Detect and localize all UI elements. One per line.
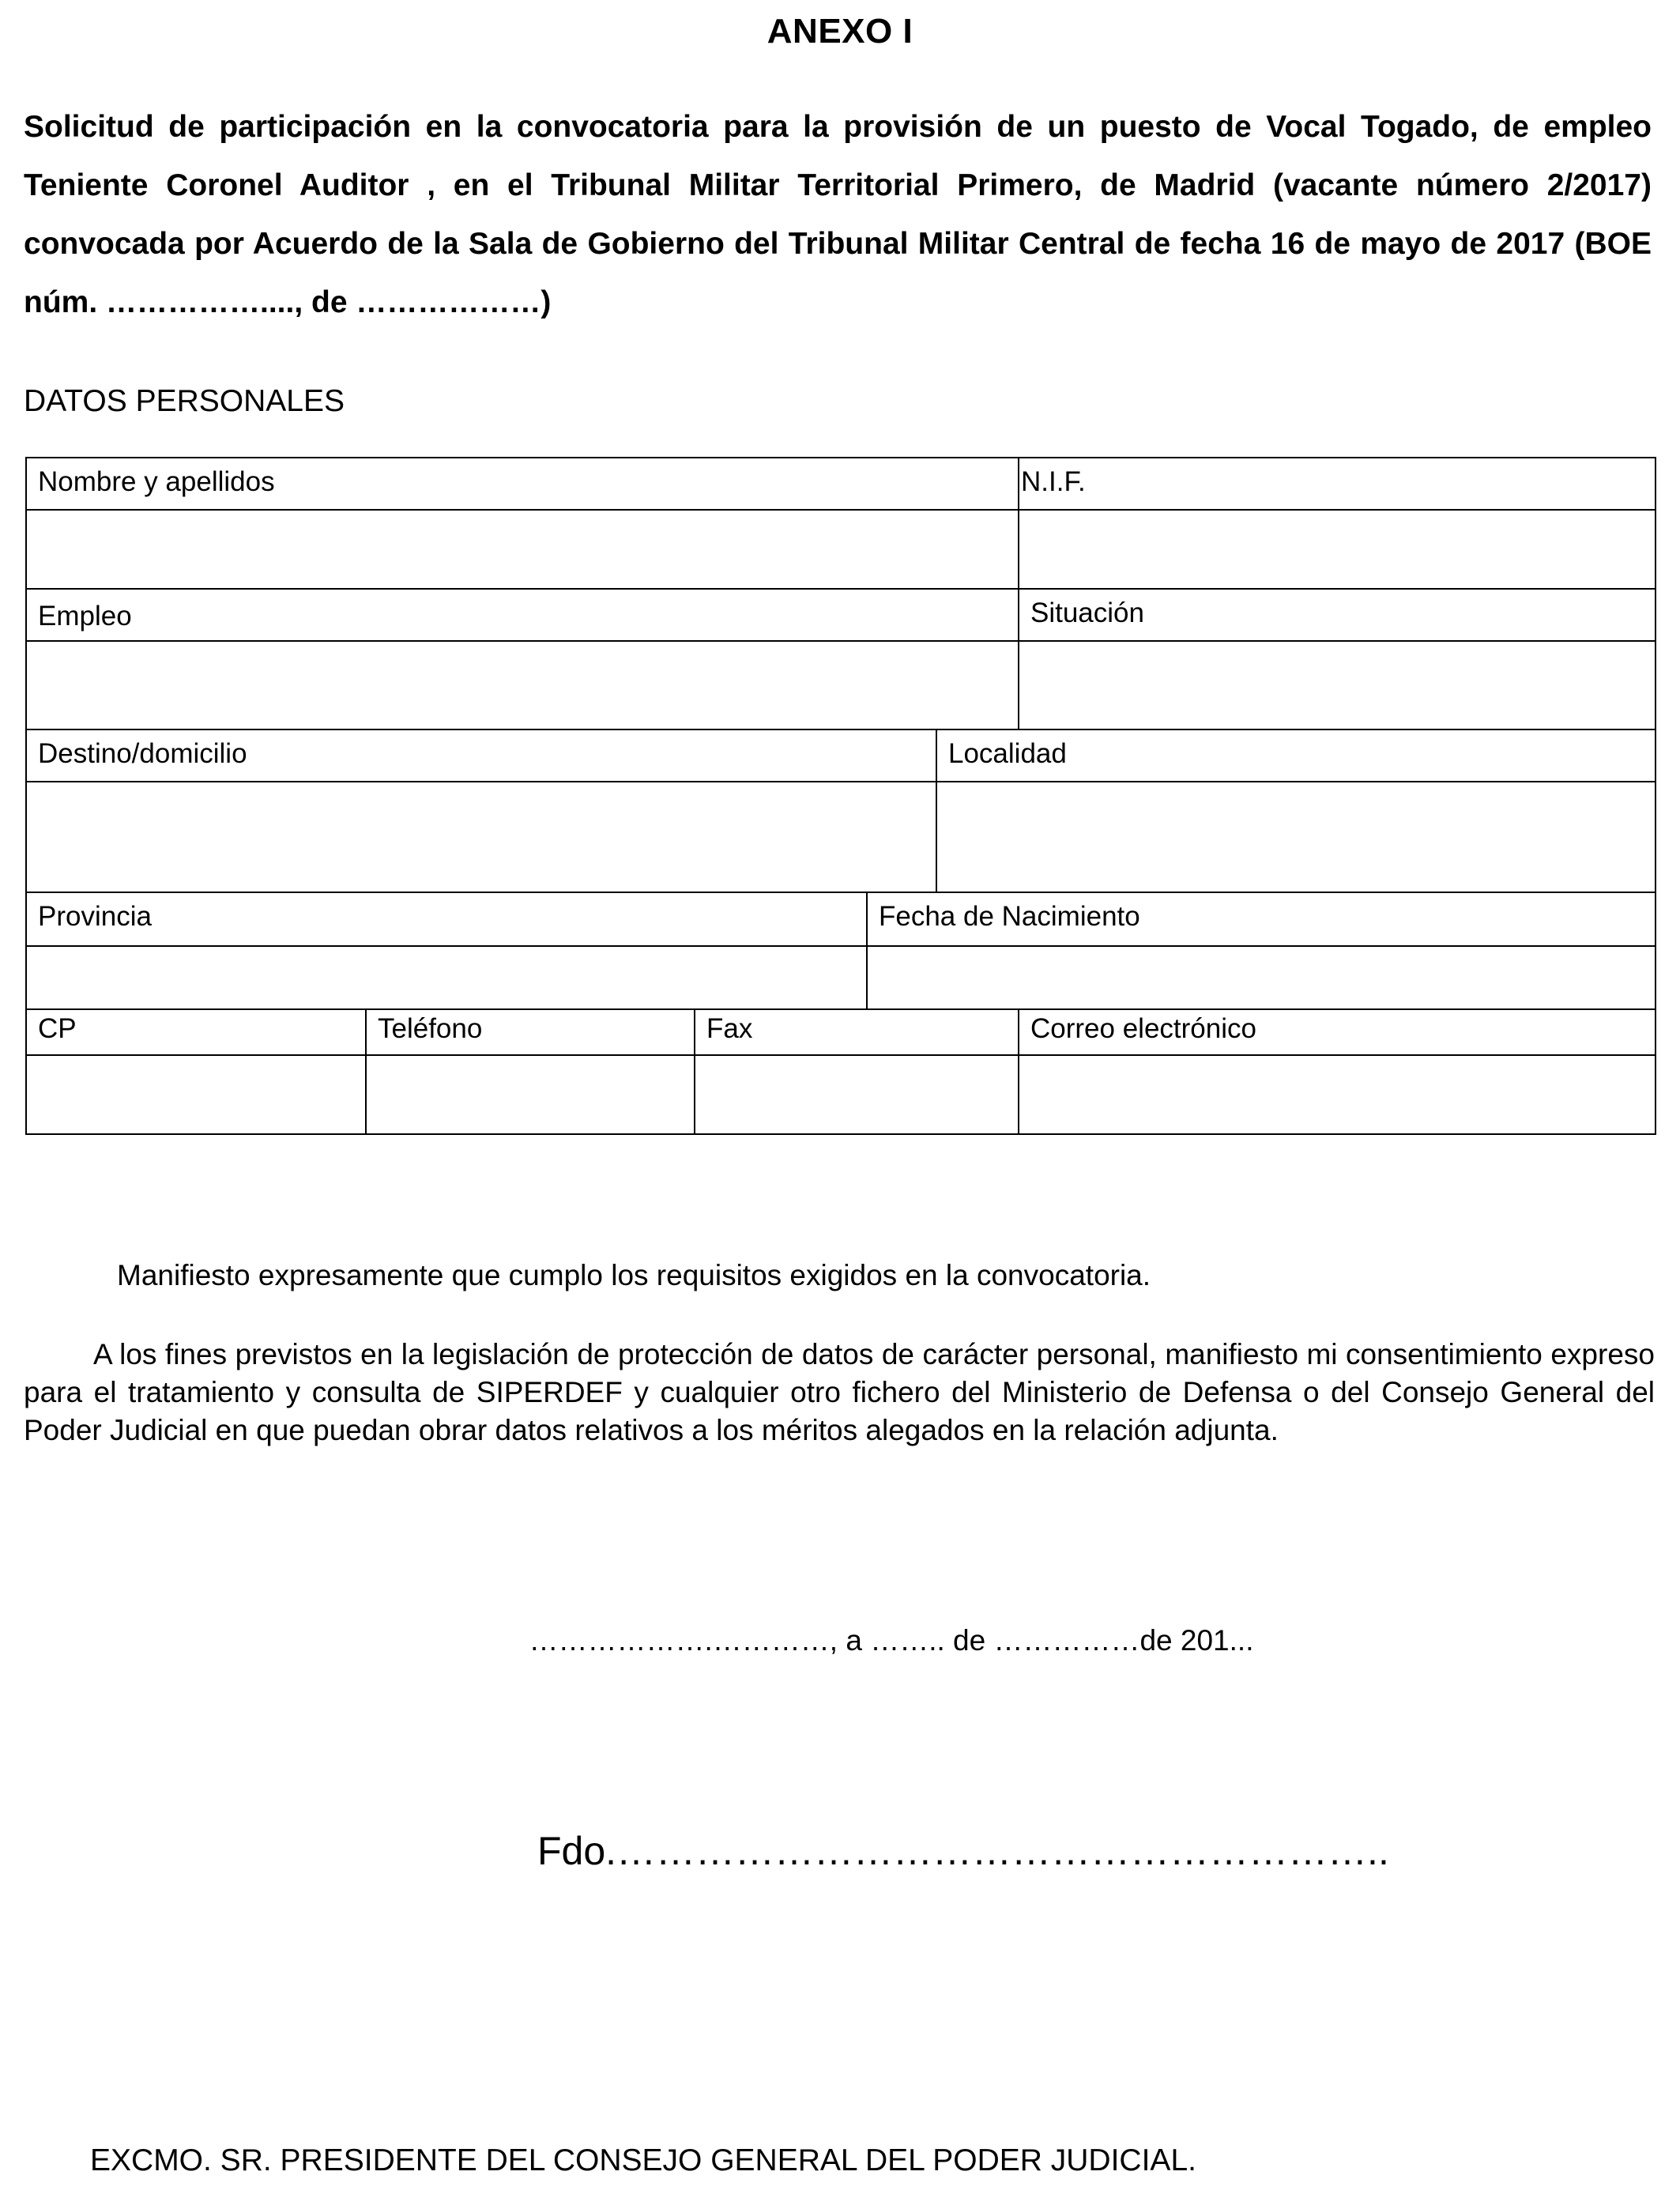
locality-label-cell: [936, 729, 1656, 782]
status-label: Situación: [1030, 598, 1144, 628]
place-date-line: ……………….…………, a …….. de ……………de 201...: [529, 1624, 1254, 1657]
name-label-cell: [25, 457, 1019, 511]
province-label: Provincia: [38, 901, 152, 932]
page-title: ANEXO I: [767, 12, 913, 51]
fax-label-cell: [694, 1008, 1019, 1056]
rank-input-box[interactable]: [25, 640, 1019, 730]
nif-label: N.I.F.: [1021, 466, 1086, 497]
status-input-box[interactable]: [1018, 640, 1656, 730]
data-protection-consent: A los fines previstos en la legislación de protección de datos de carácter personal, manifiesto mi consentimiento expreso para el tratamiento y consulta de SIPERDEF y cualquier otro fichero del Ministerio de Defensa o del Consejo General del Poder Judicial en que puedan obrar datos relativos a los méritos alegados en la relación adjunta.: [24, 1338, 1655, 1446]
nif-label-cell: [1018, 457, 1656, 511]
requirements-declaration: Manifiesto expresamente que cumplo los requisitos exigidos en la convocatoria.: [117, 1259, 1151, 1291]
address-input-box[interactable]: [25, 781, 937, 893]
phone-label: Teléfono: [378, 1013, 483, 1044]
personal-data-form: [25, 457, 1656, 1135]
fax-label: Fax: [706, 1013, 753, 1044]
postal-code-label: CP: [38, 1013, 77, 1044]
birth-date-label-cell: [866, 892, 1656, 947]
section-heading-personal-data: DATOS PERSONALES: [24, 384, 345, 418]
fax-input-box[interactable]: [694, 1054, 1019, 1135]
birth-date-label: Fecha de Nacimiento: [879, 901, 1140, 932]
addressee: EXCMO. SR. PRESIDENTE DEL CONSEJO GENERAL DEL PODER JUDICIAL.: [90, 2143, 1196, 2177]
request-description: Solicitud de participación en la convocatoria para la provisión de un puesto de Vocal Togado, de empleo Teniente Coronel Auditor , en el Tribunal Militar Territorial Primero, de Madrid (vacante número 2/2017) convocada por Acuerdo de la Sala de Gobierno del Tribunal Militar Central de fecha 16 de mayo de 2017 (BOE núm. ……………...., de ………………): [24, 110, 1652, 319]
province-label-cell: [25, 892, 868, 947]
email-label-cell: [1018, 1008, 1656, 1056]
birth-date-input-box[interactable]: [866, 945, 1656, 1010]
postal-code-input-box[interactable]: [25, 1054, 367, 1135]
email-label: Correo electrónico: [1030, 1013, 1256, 1044]
name-label: Nombre y apellidos: [38, 466, 275, 497]
locality-input-box[interactable]: [936, 781, 1656, 893]
email-input-box[interactable]: [1018, 1054, 1656, 1135]
nif-input-box[interactable]: [1018, 509, 1656, 590]
postal-code-label-cell: [25, 1008, 367, 1056]
signature-line: Fdo.…………………………………………………..: [537, 1829, 1389, 1873]
rank-label: Empleo: [38, 601, 132, 631]
address-label: Destino/domicilio: [38, 738, 247, 769]
phone-input-box[interactable]: [365, 1054, 695, 1135]
address-label-cell: [25, 729, 937, 782]
phone-label-cell: [365, 1008, 695, 1056]
rank-label-cell: [25, 588, 1019, 642]
locality-label: Localidad: [948, 738, 1067, 769]
name-input-box[interactable]: [25, 509, 1019, 590]
status-label-cell: [1018, 588, 1656, 642]
province-input-box[interactable]: [25, 945, 868, 1010]
